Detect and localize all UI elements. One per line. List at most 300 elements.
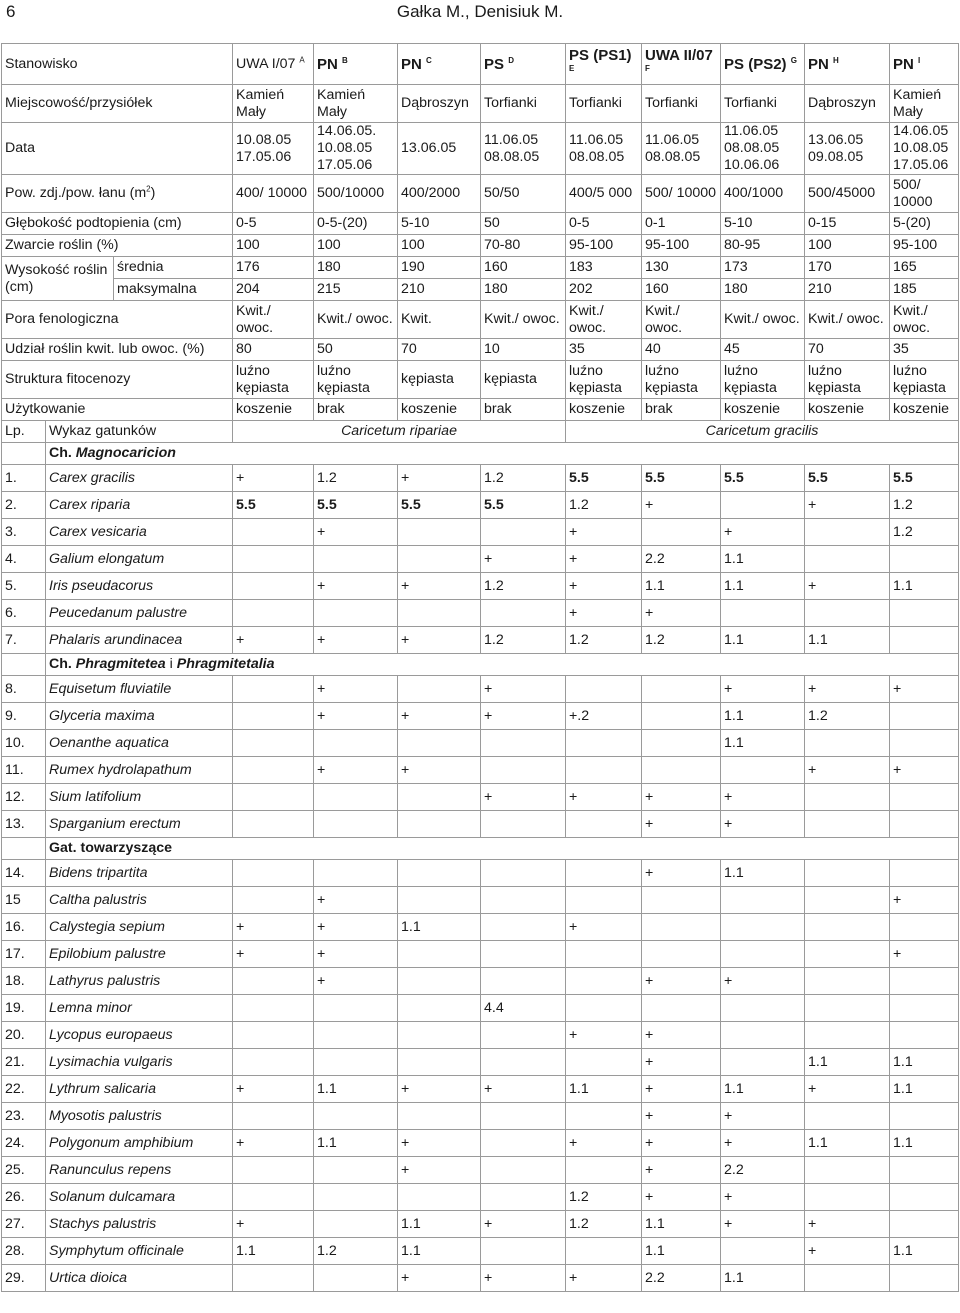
species-value-cell [566,757,642,784]
species-lp: 20. [2,1022,46,1049]
species-value-cell: + [721,968,805,995]
species-value-cell [805,1265,890,1292]
species-lp: 3. [2,519,46,546]
species-value-cell [642,995,721,1022]
species-lp: 28. [2,1238,46,1265]
species-value-cell [398,941,481,968]
species-lp: 7. [2,627,46,654]
site-code-cell [890,44,959,85]
species-value-cell [721,1049,805,1076]
struktura-cell: kępiasta [481,361,566,399]
association-caricetum-gracilis: Caricetum gracilis [566,421,959,443]
site-code-superscript: E [569,64,575,73]
zwarcie-cell: 95-100 [566,235,642,257]
species-name: Bidens tripartita [46,860,233,887]
species-value-cell [481,519,566,546]
species-value-cell [890,1022,959,1049]
species-value-cell [566,887,642,914]
species-lp: 9. [2,703,46,730]
species-value-cell: + [481,1076,566,1103]
species-value-cell: + [481,1265,566,1292]
pow-cell: 500/ 10000 [642,175,721,213]
species-value-cell [481,600,566,627]
wysokosc-maks-cell: 210 [805,279,890,301]
wysokosc-srednia-cell: 183 [566,257,642,279]
site-code: PS [484,55,505,73]
species-value-cell: + [233,941,314,968]
species-value-cell [233,1265,314,1292]
species-value-cell: 1.1 [314,1076,398,1103]
species-value-cell: + [642,600,721,627]
site-code-cell [314,44,398,85]
species-value-cell [566,860,642,887]
species-value-cell: 1.1 [721,1076,805,1103]
uzytkowanie-cell: brak [642,399,721,421]
species-value-cell [481,811,566,838]
site-code-superscript: F [645,64,650,73]
page-number: 6 [6,2,16,21]
species-value-cell [481,1103,566,1130]
species-value-cell [398,860,481,887]
pow-cell: 400/ 10000 [233,175,314,213]
species-value-cell: 5.5 [890,465,959,492]
struktura-cell: luźno kępiasta [314,361,398,399]
zwarcie-cell: 100 [398,235,481,257]
species-value-cell [233,811,314,838]
species-lp: 25. [2,1157,46,1184]
species-value-cell [314,784,398,811]
species-value-cell [233,1157,314,1184]
species-value-cell: 1.1 [398,914,481,941]
udzial-cell: 70 [398,339,481,361]
species-lp: 13. [2,811,46,838]
udzial-cell: 35 [890,339,959,361]
wysokosc-srednia-cell: 165 [890,257,959,279]
species-name: Lysimachia vulgaris [46,1049,233,1076]
row-label-data: Data [2,123,233,175]
species-row [2,1076,959,1103]
species-value-cell: + [398,703,481,730]
pora-cell: Kwit./ owoc. [721,301,805,339]
species-value-cell [805,519,890,546]
species-name: Carex vesicaria [46,519,233,546]
row-miejscowosc [2,85,959,123]
species-value-cell: + [642,1103,721,1130]
species-value-cell: + [642,1049,721,1076]
species-value-cell: 1.1 [566,1076,642,1103]
species-value-cell [642,703,721,730]
site-code: UWA II/07 [645,47,713,64]
species-value-cell: 1.2 [890,519,959,546]
species-value-cell [721,887,805,914]
species-value-cell [314,1022,398,1049]
species-name: Sparganium erectum [46,811,233,838]
species-value-cell: + [721,1103,805,1130]
species-value-cell: + [566,1130,642,1157]
species-value-cell: + [642,784,721,811]
site-code-cell [642,44,721,85]
species-value-cell: + [233,1076,314,1103]
species-value-cell: 5.5 [314,492,398,519]
species-value-cell [233,968,314,995]
species-lp: 16. [2,914,46,941]
species-name: Phalaris arundinacea [46,627,233,654]
species-value-cell [233,1184,314,1211]
site-code-superscript: G [790,55,797,65]
species-value-cell: 1.2 [805,703,890,730]
species-value-cell: 1.2 [566,627,642,654]
glebokosc-cell: 0-5 [566,213,642,235]
association-caricetum-ripariae: Caricetum ripariae [233,421,566,443]
species-name: Caltha palustris [46,887,233,914]
species-name: Ranunculus repens [46,1157,233,1184]
species-value-cell: + [398,573,481,600]
zwarcie-cell: 70-80 [481,235,566,257]
species-value-cell [721,941,805,968]
species-value-cell [805,968,890,995]
sublabel-srednia: średnia [114,257,233,279]
miejscowosc-cell: Torfianki [481,85,566,123]
species-value-cell [398,1103,481,1130]
species-value-cell [566,968,642,995]
species-value-cell: + [398,1130,481,1157]
row-struktura [2,361,959,399]
site-code: PN [893,55,914,73]
glebokosc-cell: 5-10 [398,213,481,235]
pora-cell: Kwit./ owoc. [314,301,398,339]
glebokosc-cell: 0-1 [642,213,721,235]
row-group-title [2,654,959,676]
uzytkowanie-cell: koszenie [398,399,481,421]
group-title-lp [2,654,46,676]
species-value-cell [642,757,721,784]
species-value-cell [721,1238,805,1265]
site-code-cell [481,44,566,85]
species-value-cell: 1.1 [805,1049,890,1076]
species-name: Myosotis palustris [46,1103,233,1130]
species-value-cell [233,676,314,703]
species-value-cell [805,1184,890,1211]
species-value-cell [398,546,481,573]
table-species-section [2,421,959,1292]
species-row [2,757,959,784]
species-value-cell: + [398,757,481,784]
species-value-cell [233,784,314,811]
species-row [2,1265,959,1292]
species-value-cell [233,1103,314,1130]
species-name: Galium elongatum [46,546,233,573]
species-value-cell [314,811,398,838]
species-value-cell [314,1157,398,1184]
species-value-cell: + [314,757,398,784]
group-title-main: Phragmitetea [75,656,166,672]
species-value-cell: + [642,1022,721,1049]
species-name: Iris pseudacorus [46,573,233,600]
struktura-cell: luźno kępiasta [642,361,721,399]
row-label-glebokosc: Głębokość podtopienia (cm) [2,213,233,235]
struktura-cell: luźno kępiasta [233,361,314,399]
species-value-cell: 1.1 [721,730,805,757]
species-value-cell: 1.2 [642,627,721,654]
species-lp: 12. [2,784,46,811]
pow-label-sup: 2 [146,184,151,194]
group-title-lp [2,443,46,465]
struktura-cell: luźno kępiasta [566,361,642,399]
row-label-struktura: Struktura fitocenozy [2,361,233,399]
species-value-cell [398,784,481,811]
row-pora [2,301,959,339]
species-row [2,1157,959,1184]
species-value-cell: 5.5 [398,492,481,519]
species-value-cell: 2.2 [642,546,721,573]
species-row [2,1103,959,1130]
species-value-cell [890,600,959,627]
wysokosc-maks-cell: 180 [721,279,805,301]
species-value-cell: + [642,968,721,995]
species-value-cell: + [314,914,398,941]
species-name: Lemna minor [46,995,233,1022]
uzytkowanie-cell: brak [314,399,398,421]
species-value-cell: + [721,1184,805,1211]
species-value-cell [314,546,398,573]
species-row [2,730,959,757]
species-value-cell [481,968,566,995]
species-value-cell [721,995,805,1022]
species-value-cell: + [890,941,959,968]
species-lp: 23. [2,1103,46,1130]
data-cell: 14.06.05 10.08.05 17.05.06 [890,123,959,175]
species-row [2,703,959,730]
species-value-cell [314,995,398,1022]
species-value-cell [890,1211,959,1238]
species-value-cell: + [566,914,642,941]
species-row [2,887,959,914]
zwarcie-cell: 100 [314,235,398,257]
species-value-cell [233,860,314,887]
species-value-cell: + [805,1238,890,1265]
species-row [2,784,959,811]
species-lp: 1. [2,465,46,492]
species-row [2,1184,959,1211]
species-value-cell [890,1103,959,1130]
glebokosc-cell: 0-15 [805,213,890,235]
species-value-cell [721,914,805,941]
species-value-cell [890,1184,959,1211]
species-name: Glyceria maxima [46,703,233,730]
species-lp: 2. [2,492,46,519]
species-value-cell: 1.1 [721,860,805,887]
species-lp: 24. [2,1130,46,1157]
species-value-cell: 1.1 [890,1130,959,1157]
species-value-cell [481,914,566,941]
species-value-cell [233,995,314,1022]
group-title-second: Phragmitetalia [176,656,275,672]
species-value-cell: 1.1 [805,1130,890,1157]
species-value-cell: + [233,465,314,492]
species-value-cell [642,730,721,757]
species-value-cell: + [314,703,398,730]
species-value-cell: + [642,1130,721,1157]
species-value-cell [481,1049,566,1076]
data-cell: 11.06.05 08.08.05 [566,123,642,175]
species-value-cell [566,1049,642,1076]
pow-cell: 500/10000 [314,175,398,213]
struktura-cell: luźno kępiasta [890,361,959,399]
species-value-cell: 5.5 [566,465,642,492]
species-value-cell [805,860,890,887]
uzytkowanie-cell: koszenie [890,399,959,421]
group-title-conj: i [165,656,177,672]
species-value-cell: + [314,887,398,914]
species-lp: 8. [2,676,46,703]
species-value-cell [890,995,959,1022]
species-value-cell [566,1157,642,1184]
species-value-cell: + [642,860,721,887]
species-value-cell: + [314,941,398,968]
species-value-cell [481,1238,566,1265]
species-value-cell: +.2 [566,703,642,730]
udzial-cell: 35 [566,339,642,361]
species-value-cell: + [233,1211,314,1238]
species-name: Rumex hydrolapathum [46,757,233,784]
species-value-cell [805,600,890,627]
species-value-cell: 1.2 [566,492,642,519]
species-value-cell: 1.1 [721,703,805,730]
data-cell: 11.06.05 08.08.05 [642,123,721,175]
species-value-cell [398,811,481,838]
species-value-cell [642,519,721,546]
species-row [2,546,959,573]
species-lp: 17. [2,941,46,968]
species-value-cell [566,995,642,1022]
species-value-cell: 1.2 [566,1184,642,1211]
pora-cell: Kwit./ owoc. [642,301,721,339]
species-name: Solanum dulcamara [46,1184,233,1211]
species-value-cell [233,730,314,757]
species-value-cell [314,860,398,887]
row-wysokosc-srednia [2,257,959,279]
species-lp: 11. [2,757,46,784]
species-value-cell: 5.5 [481,492,566,519]
pora-cell: Kwit. [398,301,481,339]
species-name: Carex riparia [46,492,233,519]
species-name: Lycopus europaeus [46,1022,233,1049]
glebokosc-cell: 5-10 [721,213,805,235]
species-value-cell [890,914,959,941]
species-value-cell: 4.4 [481,995,566,1022]
species-value-cell: 1.1 [890,1049,959,1076]
species-value-cell [805,941,890,968]
site-code-superscript: A [299,54,305,64]
species-value-cell: 5.5 [721,465,805,492]
species-lp: 6. [2,600,46,627]
site-code-superscript: B [342,55,348,65]
wysokosc-maks-cell: 160 [642,279,721,301]
miejscowosc-cell: Torfianki [642,85,721,123]
species-value-cell: 1.1 [398,1238,481,1265]
species-lp: 14. [2,860,46,887]
species-value-cell: + [481,1211,566,1238]
species-row [2,1211,959,1238]
species-value-cell: + [314,573,398,600]
species-value-cell [566,676,642,703]
site-code: PN [808,55,829,73]
site-code-cell [721,44,805,85]
row-pow [2,175,959,213]
species-value-cell: + [805,1076,890,1103]
species-value-cell [314,1049,398,1076]
species-value-cell [805,995,890,1022]
species-value-cell: + [566,573,642,600]
species-value-cell: + [398,627,481,654]
species-value-cell: 1.1 [721,546,805,573]
species-lp: 4. [2,546,46,573]
species-row [2,627,959,654]
species-name: Peucedanum palustre [46,600,233,627]
species-value-cell [398,600,481,627]
species-header-lp: Lp. [2,421,46,443]
wysokosc-srednia-cell: 160 [481,257,566,279]
group-title [46,443,959,465]
species-value-cell: 1.1 [721,573,805,600]
species-value-cell: + [805,492,890,519]
species-value-cell [314,1184,398,1211]
species-value-cell: 1.2 [481,465,566,492]
site-code: PS (PS2) [724,55,787,73]
pow-label-end: ) [150,185,156,201]
site-code: UWA I/07 [236,55,296,72]
species-value-cell: + [233,627,314,654]
species-value-cell: + [721,519,805,546]
species-row [2,860,959,887]
uzytkowanie-cell: koszenie [721,399,805,421]
species-value-cell [890,860,959,887]
udzial-cell: 40 [642,339,721,361]
species-row [2,600,959,627]
wysokosc-srednia-cell: 130 [642,257,721,279]
species-value-cell: + [721,811,805,838]
species-value-cell [890,811,959,838]
site-code: PS (PS1) [569,47,632,64]
species-value-cell: 5.5 [805,465,890,492]
species-value-cell [481,730,566,757]
page-authors: Gałka M., Denisiuk M. [396,2,564,21]
species-row [2,1130,959,1157]
site-code-cell [398,44,481,85]
species-row [2,968,959,995]
species-value-cell [721,600,805,627]
species-value-cell [890,1265,959,1292]
wysokosc-srednia-cell: 180 [314,257,398,279]
species-row [2,676,959,703]
species-value-cell: + [314,676,398,703]
wysokosc-maks-cell: 210 [398,279,481,301]
species-row [2,465,959,492]
species-value-cell: 1.2 [314,465,398,492]
species-value-cell: 5.5 [233,492,314,519]
species-value-cell: + [398,465,481,492]
pow-label: Pow. zdj./pow. łanu (m [5,185,147,201]
udzial-cell: 80 [233,339,314,361]
zwarcie-cell: 100 [233,235,314,257]
data-cell: 10.08.05 17.05.06 [233,123,314,175]
group-title-prefix: Ch. [49,656,76,672]
species-row [2,1022,959,1049]
species-row [2,941,959,968]
species-row [2,573,959,600]
species-name: Calystegia sepium [46,914,233,941]
uzytkowanie-cell: koszenie [566,399,642,421]
